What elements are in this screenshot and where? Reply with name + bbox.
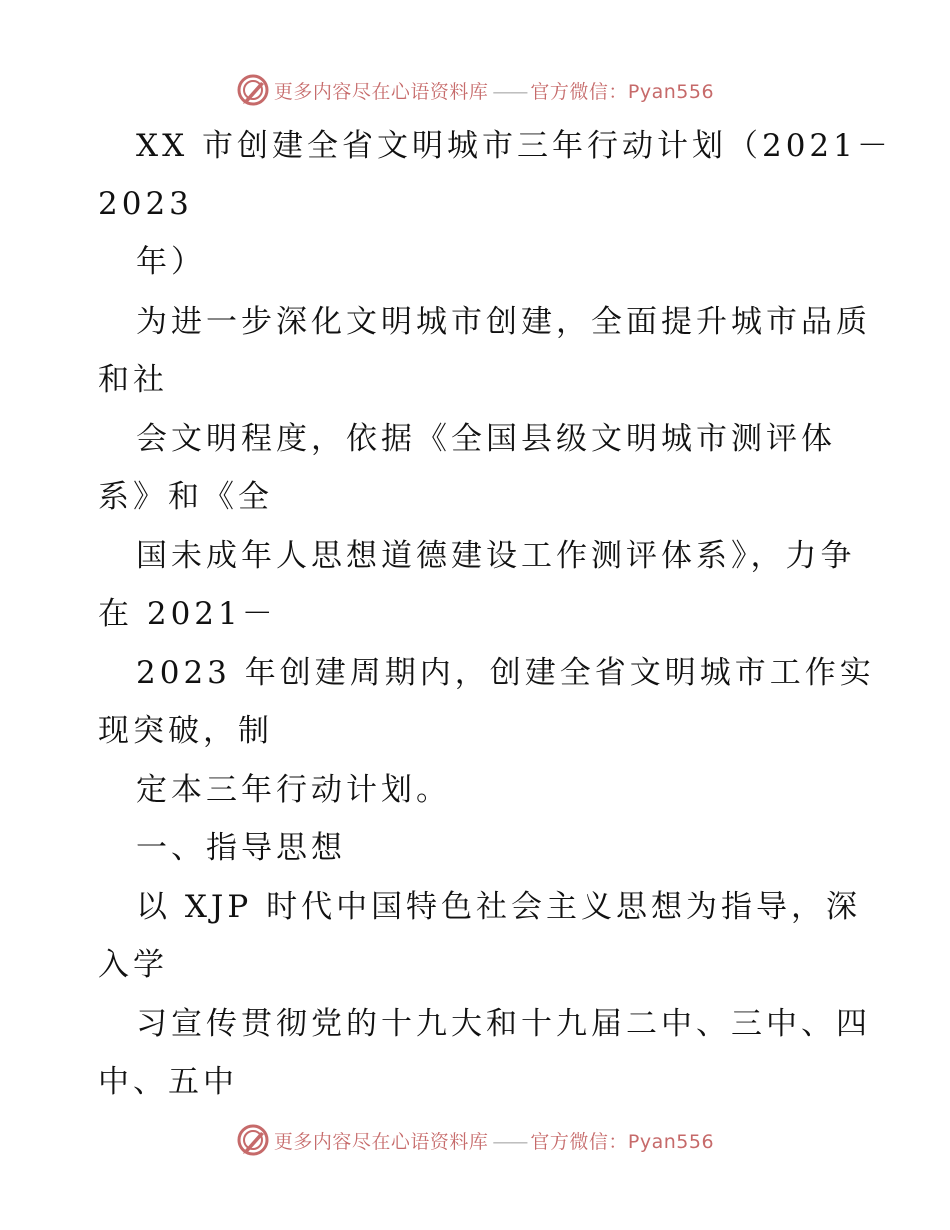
- paragraph-line: 中、五中: [98, 1064, 238, 1100]
- paragraph-line: 在 2021－: [98, 596, 277, 632]
- paragraph-line: 为进一步深化文明城市创建，全面提升城市品质: [136, 304, 871, 340]
- watermark-text: [274, 77, 714, 104]
- paragraph-line: 定本三年行动计划。: [136, 772, 451, 808]
- paragraph-line: 系》和《全: [98, 479, 273, 515]
- separator-dash: ——: [492, 80, 527, 103]
- header-watermark-banner: [0, 70, 950, 110]
- footer-watermark-banner: [0, 1120, 950, 1160]
- section-heading: 一、指导思想: [136, 830, 346, 866]
- document-title-line-3: 年）: [136, 244, 206, 280]
- watermark-text: [274, 1127, 714, 1154]
- brand-name: 更多内容尽在心语资料库: [273, 1130, 489, 1153]
- document-title-line-1: XX 市创建全省文明城市三年行动计划（2021－: [136, 128, 892, 164]
- quill-pen-logo-icon: [236, 73, 270, 107]
- separator-dash: ——: [492, 1130, 527, 1153]
- document-title-line-2: 2023: [98, 186, 193, 222]
- paragraph-line: 国未成年人思想道德建设工作测评体系》，力争: [136, 538, 856, 574]
- paragraph-line: 入学: [98, 947, 168, 983]
- brand-name: 更多内容尽在心语资料库: [273, 80, 489, 103]
- paragraph-line: 会文明程度，依据《全国县级文明城市测评体: [136, 421, 836, 457]
- paragraph-line: 和社: [98, 362, 168, 398]
- paragraph-line: 2023 年创建周期内，创建全省文明城市工作实: [136, 655, 875, 691]
- wechat-id: 官方微信：Pyan556: [530, 80, 715, 103]
- wechat-id: 官方微信：Pyan556: [530, 1130, 715, 1153]
- quill-pen-logo-icon: [236, 1123, 270, 1157]
- paragraph-line: 现突破，制: [98, 713, 273, 749]
- paragraph-line: 以 XJP 时代中国特色社会主义思想为指导，深: [136, 889, 862, 925]
- paragraph-line: 习宣传贯彻党的十九大和十九届二中、三中、四: [136, 1006, 871, 1042]
